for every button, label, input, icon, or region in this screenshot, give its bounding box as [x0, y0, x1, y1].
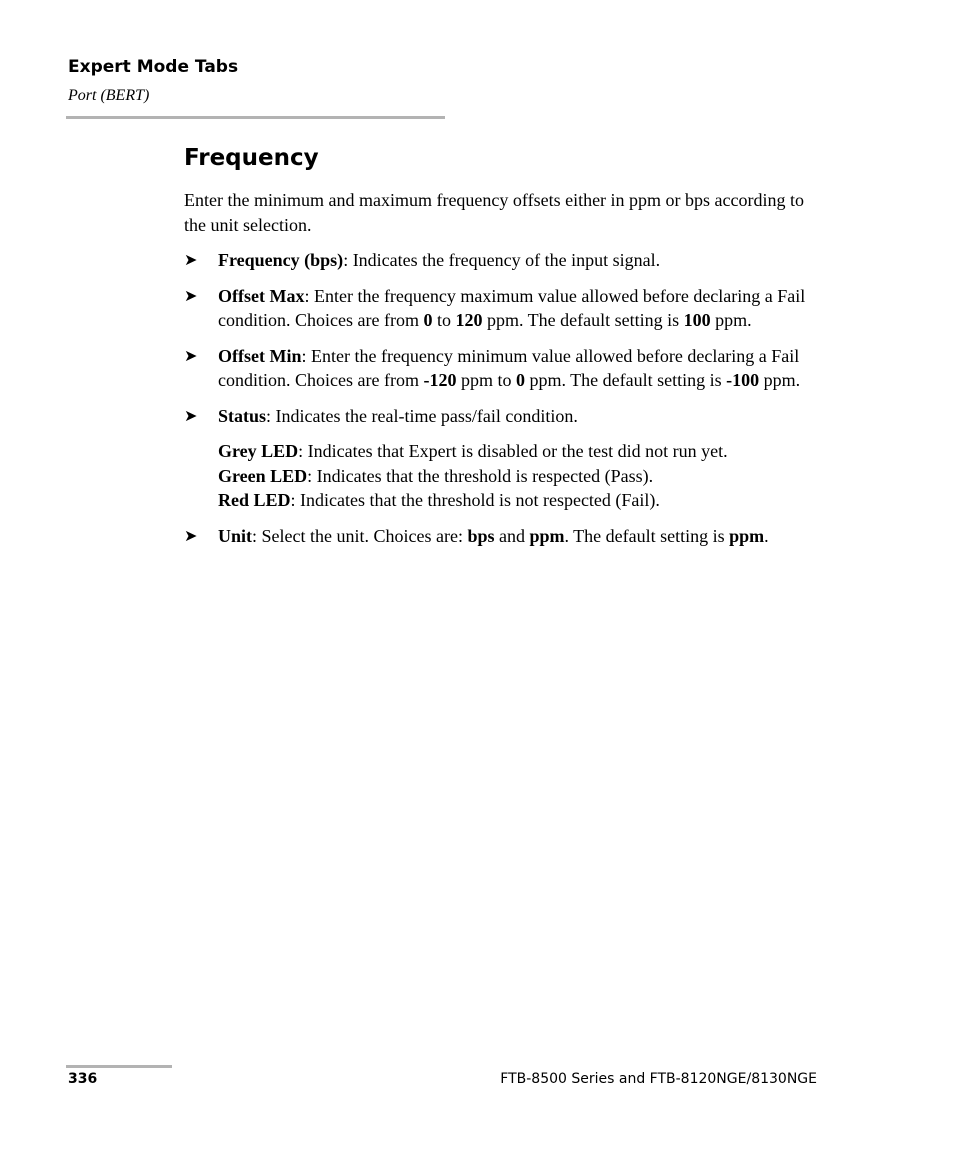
max-value: 120: [455, 310, 483, 330]
led-term: Green LED: [218, 465, 308, 486]
bullet-text: : Indicates the frequency of the input signal.: [343, 250, 661, 270]
led-term: Red LED: [218, 490, 291, 510]
bullet-offset-max: [184, 284, 824, 333]
footer-rule: [66, 1065, 172, 1068]
led-term: Grey LED: [218, 441, 299, 461]
led-text: : Indicates that the threshold is not respected (Fail).: [290, 490, 660, 510]
bullet-term: Offset Min: [218, 345, 302, 366]
status-led-descriptions: [218, 439, 824, 513]
bullet-text: ppm.: [759, 370, 801, 390]
running-header-title: Expert Mode Tabs: [68, 57, 239, 77]
arrowhead-bullet-icon: ➤: [184, 345, 198, 365]
min-value: 0: [423, 310, 433, 330]
bullet-text: and: [494, 525, 530, 546]
bullet-offset-min: [184, 344, 824, 393]
bullet-unit: [184, 524, 824, 549]
default-value: ppm: [729, 525, 765, 546]
led-text: : Indicates that Expert is disabled or the test did not run yet.: [298, 441, 728, 461]
bullet-frequency-bps: [184, 248, 824, 273]
bullet-text: : Enter the frequency maximum value allowed before declaring a Fail condition. Choices are from: [218, 285, 806, 330]
bullet-text: ppm to: [456, 370, 516, 390]
intro-paragraph: Enter the minimum and maximum frequency offsets either in ppm or bps according to the unit selection.: [184, 190, 805, 235]
red-led-line: [218, 488, 824, 513]
bullet-term: Unit: [218, 525, 253, 546]
bullet-text: ppm. The default setting is: [524, 370, 727, 390]
document-title: FTB-8500 Series and FTB-8120NGE/8130NGE: [500, 1071, 817, 1087]
bullet-status: [184, 404, 824, 429]
section-body: [184, 188, 824, 559]
default-value: 100: [683, 310, 711, 330]
grey-led-line: [218, 439, 824, 464]
bullet-text: : Indicates the real-time pass/fail condition.: [266, 405, 578, 426]
bullet-text: .: [764, 525, 769, 546]
bullet-text: to: [432, 310, 456, 330]
led-text: : Indicates that the threshold is respected (Pass).: [307, 465, 654, 486]
bullet-term: Frequency (bps): [218, 250, 344, 270]
bullet-text: : Enter the frequency minimum value allowed before declaring a Fail condition. Choices are from: [218, 345, 800, 390]
arrowhead-bullet-icon: ➤: [184, 285, 198, 305]
running-header-subtitle: Port (BERT): [68, 87, 150, 104]
arrowhead-bullet-icon: ➤: [184, 250, 198, 269]
unit-choice: ppm: [529, 525, 565, 546]
section-title: Frequency: [184, 145, 319, 171]
max-value: 0: [515, 370, 525, 390]
bullet-text: ppm.: [710, 310, 752, 330]
bullet-text: : Select the unit. Choices are:: [252, 525, 468, 546]
min-value: -120: [423, 370, 457, 390]
bullet-text: . The default setting is: [564, 525, 730, 546]
unit-choice: bps: [467, 525, 495, 546]
bullet-term: Offset Max: [218, 285, 305, 306]
default-value: -100: [726, 370, 760, 390]
bullet-text: ppm. The default setting is: [482, 310, 684, 330]
header-rule: [66, 116, 445, 119]
green-led-line: [218, 464, 824, 489]
bullet-term: Status: [218, 405, 267, 426]
arrowhead-bullet-icon: ➤: [184, 525, 198, 545]
page-number: 336: [68, 1071, 98, 1087]
arrowhead-bullet-icon: ➤: [184, 405, 198, 425]
